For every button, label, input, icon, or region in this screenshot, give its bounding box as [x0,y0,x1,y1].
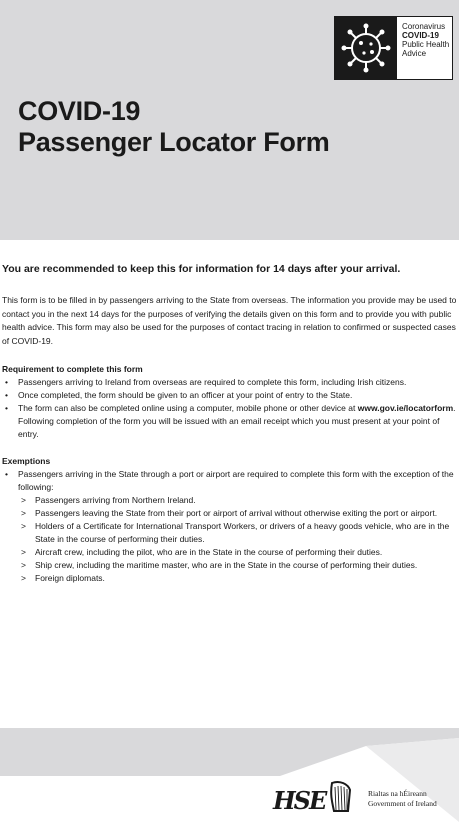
badge-text [397,17,449,79]
exemption-item: > Foreign diplomats. [18,572,457,585]
hse-logo: HSE [273,786,326,815]
virus-icon [335,17,397,79]
gov-line-english: Government of Ireland [368,799,437,808]
list-item-online [2,402,457,441]
exemption-item: > Holders of a Certificate for International Transport Workers, or drivers of a heavy goods vehicle, who are in the State in the course of performing their duties. [18,520,457,546]
requirement-heading: Requirement to complete this form [2,364,143,374]
requirement-list [2,376,457,441]
locator-form-link[interactable]: www.gov.ie/locatorform [357,403,454,413]
online-text-after: . Following completion of the form you will be issued with an email receipt which you must present at your point of entry. [18,403,456,439]
government-of-ireland-logo [368,789,437,809]
title-line-1: COVID-19 [18,96,141,126]
exemptions-list [2,468,457,585]
title-line-2: Passenger Locator Form [18,127,330,157]
exemption-sublist [18,494,457,585]
list-item: • Passengers arriving to Ireland from overseas are required to complete this form, including Irish citizens. [2,376,457,389]
online-text-before: The form can also be completed online using a computer, mobile phone or other device at [18,403,358,413]
lead-statement: You are recommended to keep this for information for 14 days after your arrival. [2,263,401,275]
exemptions-intro: Passengers arriving in the State through a port or airport are required to complete this form with the exception of the following: [18,469,454,492]
exemptions-heading: Exemptions [2,456,51,466]
intro-paragraph: This form is to be filled in by passengers arriving to the State from overseas. The information you provide may be used to contact you in the next 14 days for the purposes of verifying the details given on this form and to provide you with public health advice. This form may also be used for the purposes of contact tracing in relation to confirmed or suspected cases of COVID-19. [2,295,457,346]
exemption-item: > Aircraft crew, including the pilot, who are in the State in the course of performing their duties. [18,546,457,559]
badge-line-3: Public Health [402,40,450,49]
exemption-item: > Passengers leaving the State from their port or airport of arrival without otherwise exiting the port or airport. [18,507,457,520]
list-item: • Once completed, the form should be given to an officer at your point of entry to the State. [2,389,457,402]
form-content [2,262,457,599]
exemption-item: > Ship crew, including the maritime master, who are in the State in the course of performing their duties. [18,559,457,572]
list-item [2,468,457,585]
header-band [0,0,459,240]
harp-icon [326,780,354,819]
badge-line-1: Coronavirus [402,22,446,31]
covid-badge [334,16,453,80]
badge-line-2: COVID-19 [402,31,439,40]
exemption-item: > Passengers arriving from Northern Ireland. [18,494,457,507]
badge-line-4: Advice [402,49,427,58]
gov-line-irish: Rialtas na hÉireann [368,789,427,798]
page-title [18,96,330,158]
